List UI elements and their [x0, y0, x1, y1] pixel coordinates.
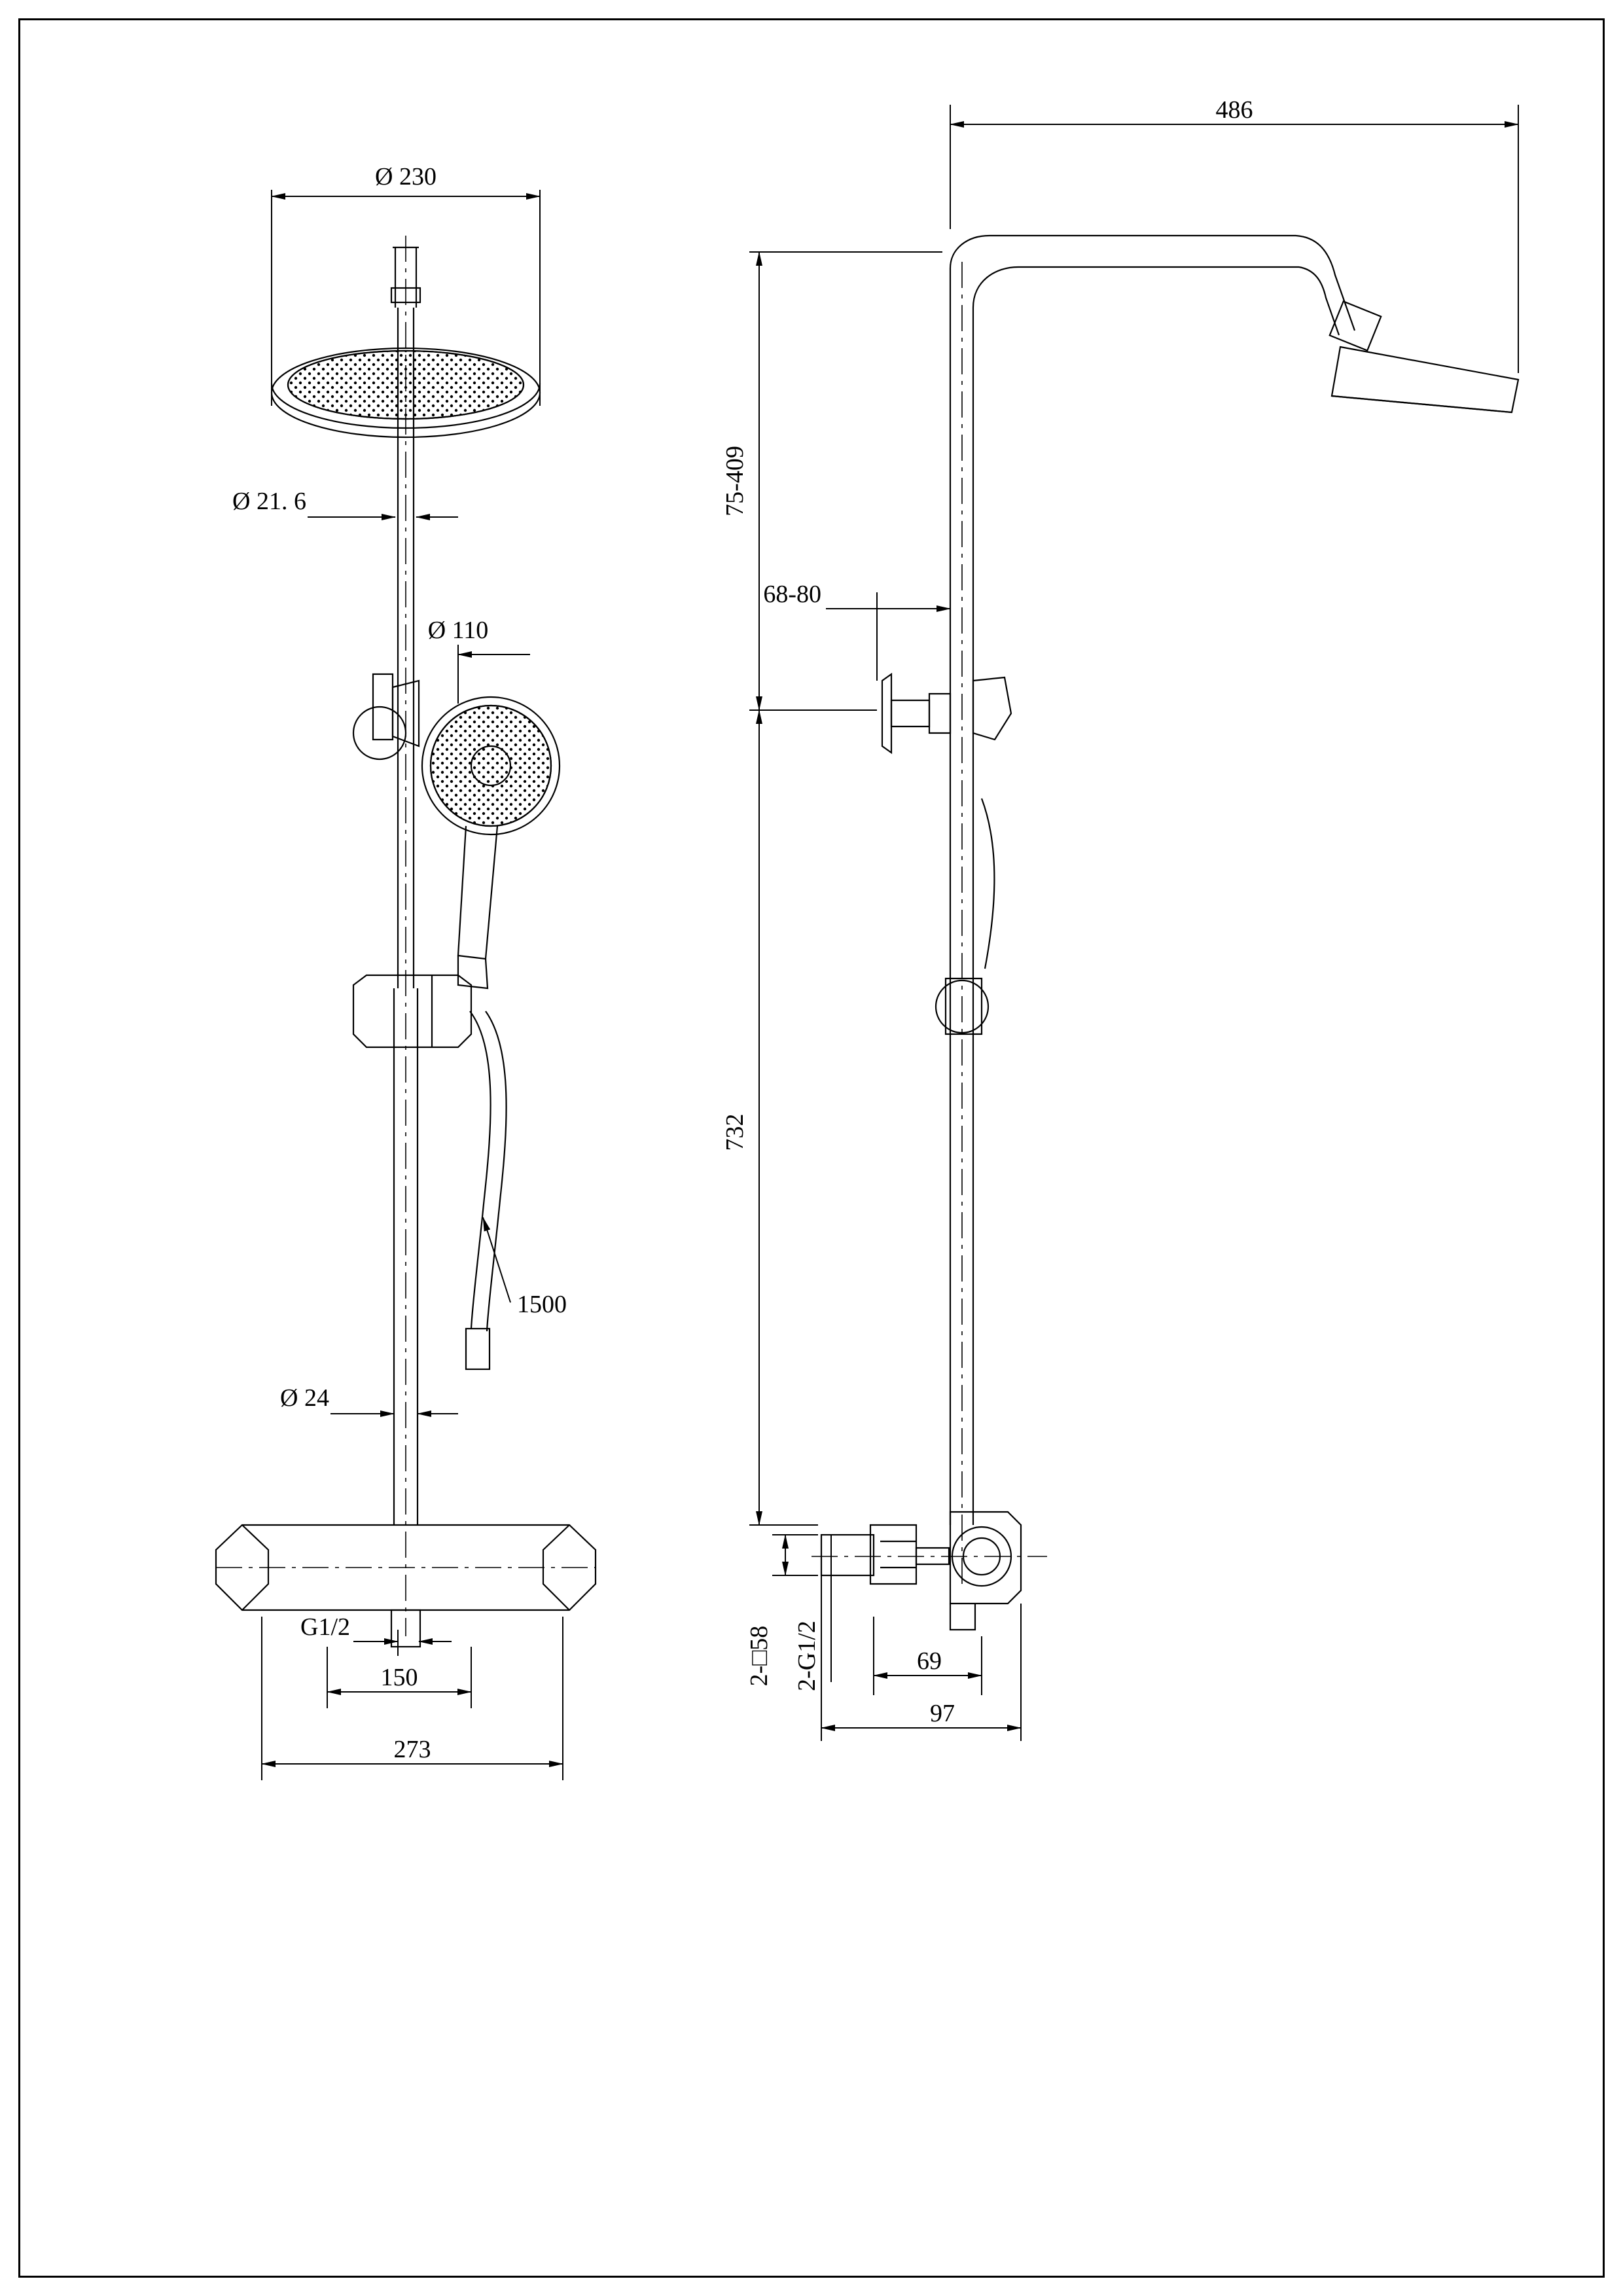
dim-head-height-range: 75-409 — [721, 446, 749, 516]
dim-inlet-centers: 150 — [380, 1664, 418, 1691]
front-view-geometry — [216, 236, 596, 1647]
side-view-geometry — [812, 236, 1518, 1630]
dim-inlet-thread-side: 2-G1/2 — [793, 1621, 821, 1691]
dim-arm-reach: 486 — [1215, 96, 1253, 124]
side-view-dimensions — [749, 105, 1518, 1741]
dim-bracket-projection: 68-80 — [763, 581, 821, 608]
dim-handshower-diameter: Ø 110 — [427, 617, 489, 644]
dim-hose-length: 1500 — [517, 1291, 567, 1318]
dim-body-depth-a: 69 — [917, 1647, 942, 1675]
dim-body-width: 273 — [393, 1736, 431, 1763]
dim-head-diameter: Ø 230 — [375, 163, 437, 190]
dim-square-inlet: 2-□58 — [745, 1625, 773, 1687]
dim-body-depth-b: 97 — [930, 1700, 955, 1727]
dim-riser-lower-diameter: Ø 24 — [280, 1384, 329, 1412]
dim-inlet-thread: G1/2 — [300, 1613, 350, 1641]
dim-riser-upper-diameter: Ø 21. 6 — [232, 488, 306, 515]
dim-column-height: 732 — [721, 1113, 749, 1151]
